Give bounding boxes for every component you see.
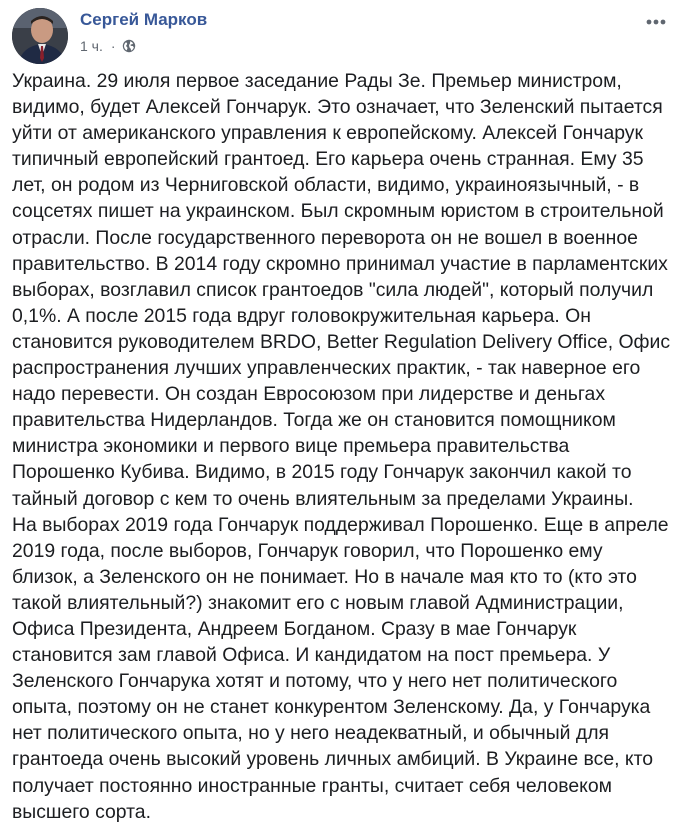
author-name[interactable]: Сергей Марков [80, 10, 208, 29]
meta-separator: · [110, 38, 116, 54]
author-avatar[interactable] [12, 8, 68, 64]
author-photo-icon [12, 8, 68, 64]
globe-icon[interactable] [122, 39, 136, 53]
more-horizontal-icon[interactable] [642, 12, 670, 32]
post-text: Украина. 29 июля первое заседание Рады Зе. Премьер министром, видимо, будет Алексей Гончарук. Это означает, что Зеленский пытается уйти от американского управления к европейскому. Алексей Гончарук типичный европейский грантоед. Его карьера очень странная. Ему 35 лет, он родом из Черниговской области, видимо, украиноязычный, - в соцсетях пишет на украинском. Был скромным юристом в строительной отрасли. После государственного переворота он не вошел в военное правительство. В 2014 году скромно принимал участие в парламентских выборах, возглавил список грантоедов "сила людей", который получил 0,1%. А после 2015 года вдруг головокружительная карьера. Он становится руководителем BRDO, Better Regulation Delivery Office, Офис распространения лучших управленческих практик, - так наверное его надо перевести. Он создан Евросоюзом при лидерстве и деньгах правительства Нидерландов. Тогда же он становится помощником министра экономики и первого вице премьера правительства Порошенко Кубива. Видимо, в 2015 году Гончарук закончил какой то тайный договор с кем то очень влиятельным за пределами Украины. На выборах 2019 года Гончарук поддерживал Порошенко. Еще в апреле 2019 года, после выборов, Гончарук говорил, что Порошенко ему близок, а Зеленского он не понимает. Но в начале мая кто то (кто это такой влиятельный?) знакомит его с новым главой Администрации, Офиса Президента, Андреем Богданом. Сразу в мае Гончарук становится зам главой Офиса. И кандидатом на пост премьера. У Зеленского Гончарука хотят и потому, что у него нет политического опыта, поэтому он не станет конкурентом Зеленскому. Да, у Гончарука нет политического опыта, но у него неадекватный, и обычный для грантоеда очень высокий уровень личных амбиций. В Украине все, кто получает постоянно иностранные гранты, считает себя человеком высшего сорта. [12, 70, 671, 823]
post-timestamp[interactable]: 1 ч. [80, 38, 103, 54]
post-meta [80, 38, 136, 54]
post-header [12, 8, 670, 64]
